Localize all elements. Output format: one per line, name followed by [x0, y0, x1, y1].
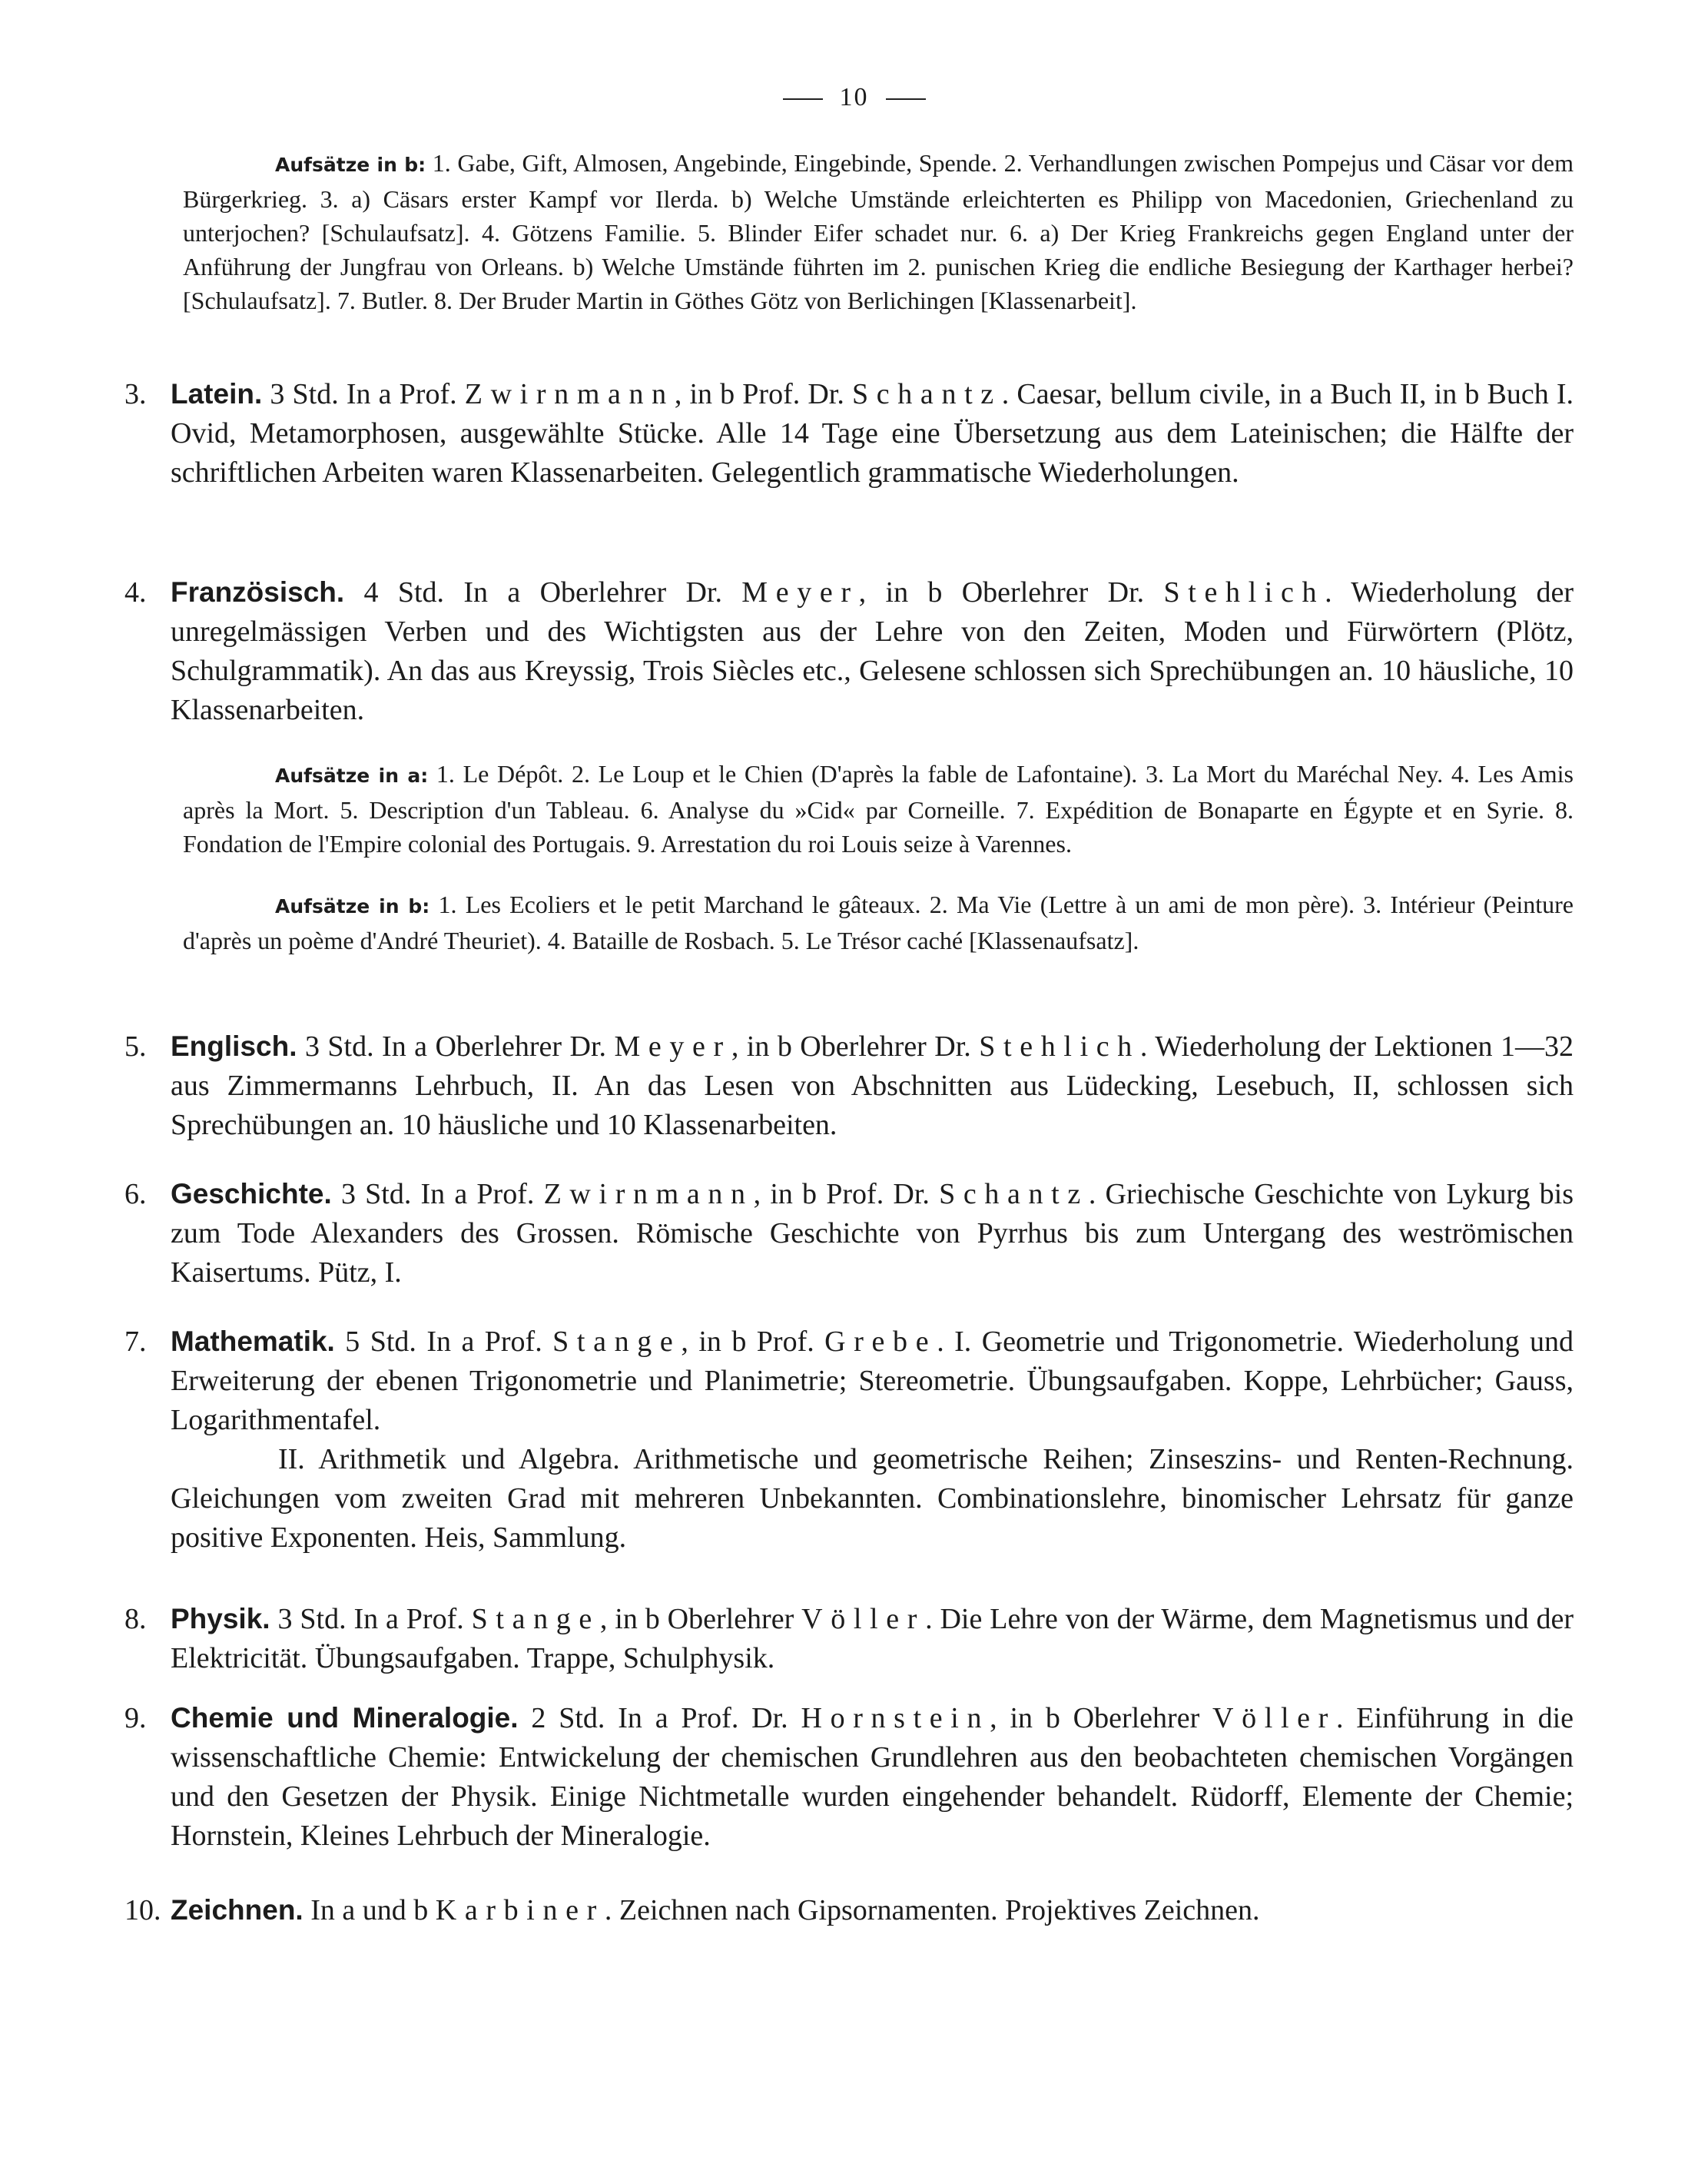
- teacher-a: Karbiner: [435, 1894, 605, 1926]
- teacher-b: Schantz: [852, 378, 1002, 410]
- section-hours: 5 Std. In a Prof.: [334, 1326, 553, 1358]
- section-text: . Griechische Geschichte von Lykurg bis zum Tode Alexanders des Grossen. Römische Geschichte von Pyrrhus bis zum Untergang des weströmischen Kaisertums. Pütz, I.: [171, 1178, 1574, 1289]
- aufsaetze-text: 1. Gabe, Gift, Almosen, Angebinde, Eingebinde, Spende. 2. Verhandlungen zwischen Pompejus und Cäsar vor dem Bürgerkrieg. 3. a) Cäsars erster Kampf vor Ilerda. b) Welche Umstände erleichterten es Philipp von Macedonien, Griechenland zu unterjochen? [Schulaufsatz]. 4. Götzens Familie. 5. Blinder Eifer schadet nur. 6. a) Der Krieg Frankreichs gegen England unter der Anführung der Jungfrau von Orleans. b) Welche Umstände führten im 2. punischen Krieg die endliche Besiegung der Karthager herbei? [Schulaufsatz]. 7. Butler. 8. Der Bruder Martin in Göthes Götz von Berlichingen [Klassenarbeit].: [183, 149, 1574, 314]
- section-mid: , in b Oberlehrer Dr.: [731, 1030, 980, 1063]
- section-hours: 3 Std. In a Prof.: [270, 1603, 472, 1635]
- section-physik: 8. Physik. 3 Std. In a Prof. Stange, in b Oberlehrer Völler. Die Lehre von der Wärme, dem Magnetismus und der Elektricität. Übungsaufgaben. Trappe, Schulphysik.: [124, 1603, 1574, 1674]
- teacher-a: Meyer: [614, 1030, 731, 1063]
- teacher-b: Völler: [801, 1603, 926, 1635]
- section-hours: 3 Std. In a Prof.: [331, 1178, 544, 1210]
- aufsaetze-franzoesisch-b: [183, 888, 1574, 957]
- aufsaetze-text: 1. Les Ecoliers et le petit Marchand le gâteaux. 2. Ma Vie (Lettre à un ami de mon père). 3. Intérieur (Peinture d'après un poème d'André Theuriet). 4. Bataille de Rosbach. 5. Le Trésor caché [Klassenaufsatz].: [183, 891, 1574, 954]
- section-mid: , in b Oberlehrer Dr.: [858, 576, 1164, 609]
- section-title: Französisch.: [171, 576, 345, 608]
- section-text: . Einführung in die wissenschaftliche Chemie: Entwickelung der chemischen Grundlehren aus den beobachteten chemischen Vorgängen und den Gesetzen der Physik. Einige Nichtmetalle wurden eingehender behandelt. Rüdorff, Elemente der Chemie; Hornstein, Kleines Lehrbuch der Mineralogie.: [171, 1702, 1574, 1852]
- section-mathematik: 7. Mathematik. 5 Std. In a Prof. Stange, in b Prof. Grebe. I. Geometrie und Trigonometrie. Wiederholung und Erweiterung der ebenen Trigonometrie und Planimetrie; Stereometrie. Übungsaufgaben. Koppe, Lehrbücher; Gauss, Logarithmentafel. II. Arithmetik und Algebra. Arithmetische und geometrische Reihen; Zinseszins- und Renten-Rechnung. Gleichungen vom zweiten Grad mit mehreren Unbekannten. Combinationslehre, binomischer Lehrsatz für ganze positive Exponenten. Heis, Sammlung.: [171, 1322, 1574, 1558]
- section-title: Geschichte.: [171, 1178, 332, 1209]
- teacher-a: Meyer: [741, 576, 859, 609]
- section-text: . Caesar, bellum civile, in a Buch II, in b Buch I. Ovid, Metamorphosen, ausgewählte Stücke. Alle 14 Tage eine Übersetzung aus dem Lateinischen; die Hälfte der schriftlichen Arbeiten waren Klassenarbeiten. Gelegentlich grammatische Wiederholungen.: [171, 378, 1574, 489]
- section-zeichnen: 10. Zeichnen. In a und b Karbiner. Zeichnen nach Gipsornamenten. Projektives Zeichnen.: [124, 1894, 1260, 1926]
- section-text: . Wiederholung der unregelmässigen Verben und des Wichtigsten aus der Lehre von den Zeiten, Moden und Fürwörtern (Plötz, Schulgrammatik). An das aus Kreyssig, Trois Siècles etc., Gelesene schlossen sich Sprechübungen an. 10 häusliche, 10 Klassenarbeiten.: [171, 576, 1574, 726]
- section-title: Englisch.: [171, 1030, 297, 1062]
- section-geschichte: 6. Geschichte. 3 Std. In a Prof. Zwirnmann, in b Prof. Dr. Schantz. Griechische Geschichte von Lykurg bis zum Tode Alexanders des Grossen. Römische Geschichte von Pyrrhus bis zum Untergang des weströmischen Kaisertums. Pütz, I.: [124, 1178, 1574, 1289]
- page-number-text: 10: [839, 83, 869, 111]
- aufsaetze-deutsch-b: [183, 146, 1574, 317]
- dash-left: [783, 98, 823, 100]
- section-text: . Wiederholung der Lektionen 1—32 aus Zimmermanns Lehrbuch, II. An das Lesen von Abschnitten aus Lüdecking, Lesebuch, II, schlossen sich Sprechübungen an. 10 häusliche und 10 Klassenarbeiten.: [171, 1030, 1574, 1141]
- section-hours: 4 Std. In a Oberlehrer Dr.: [344, 576, 742, 609]
- section-text: . I. Geometrie und Trigonometrie. Wiederholung und Erweiterung der ebenen Trigonometrie und Planimetrie; Stereometrie. Übungsaufgaben. Koppe, Lehrbücher; Gauss, Logarithmentafel.: [171, 1326, 1574, 1436]
- teacher-b: Schantz: [939, 1178, 1089, 1210]
- section-title: Zeichnen.: [171, 1894, 303, 1926]
- teacher-a: Hornstein: [801, 1702, 990, 1734]
- teacher-a: Stange: [552, 1326, 682, 1358]
- teacher-b: Stehlich: [979, 1030, 1140, 1063]
- section-latein: 3. Latein. 3 Std. In a Prof. Zwirnmann, in b Prof. Dr. Schantz. Caesar, bellum civile, in a Buch II, in b Buch I. Ovid, Metamorphosen, ausgewählte Stücke. Alle 14 Tage eine Übersetzung aus dem Lateinischen; die Hälfte der schriftlichen Arbeiten waren Klassenarbeiten. Gelegentlich grammatische Wiederholungen.: [124, 378, 1574, 489]
- aufsaetze-franzoesisch-a: [183, 757, 1574, 861]
- teacher-b: Stehlich: [1163, 576, 1325, 609]
- section-mid: , in b Oberlehrer: [599, 1603, 802, 1635]
- section-mid: , in b Prof. Dr.: [674, 378, 853, 410]
- aufsaetze-text: 1. Le Dépôt. 2. Le Loup et le Chien (D'après la fable de Lafontaine). 3. La Mort du Maréchal Ney. 4. Les Amis après la Mort. 5. Description d'un Tableau. 6. Analyse du »Cid« par Corneille. 7. Expédition de Bonaparte en Égypte et en Syrie. 8. Fondation de l'Empire colonial des Portugais. 9. Arrestation du roi Louis seize à Varennes.: [183, 760, 1574, 858]
- dash-right: [886, 98, 926, 100]
- section-title: Mathematik.: [171, 1326, 335, 1357]
- section-mid: , in b Prof. Dr.: [753, 1178, 940, 1210]
- section-chemie: 9. Chemie und Mineralogie. 2 Std. In a Prof. Dr. Hornstein, in b Oberlehrer Völler. Einführung in die wissenschaftliche Chemie: Entwickelung der chemischen Grundlehren aus den beobachteten chemischen Vorgängen und den Gesetzen der Physik. Einige Nichtmetalle wurden eingehender behandelt. Rüdorff, Elemente der Chemie; Hornstein, Kleines Lehrbuch der Mineralogie.: [124, 1702, 1574, 1852]
- section-text: . Die Lehre von der Wärme, dem Magnetismus und der Elektricität. Übungsaufgaben. Trappe, Schulphysik.: [171, 1603, 1574, 1674]
- section-franzoesisch: 4. Französisch. 4 Std. In a Oberlehrer Dr. Meyer, in b Oberlehrer Dr. Stehlich. Wiederholung der unregelmässigen Verben und des Wichtigsten aus der Lehre von den Zeiten, Moden und Fürwörtern (Plötz, Schulgrammatik). An das aus Kreyssig, Trois Siècles etc., Gelesene schlossen sich Sprechübungen an. 10 häusliche, 10 Klassenarbeiten.: [124, 576, 1574, 726]
- section-mid: , in b Oberlehrer: [990, 1702, 1213, 1734]
- section-paragraph-2: II. Arithmetik und Algebra. Arithmetische und geometrische Reihen; Zinseszins- und Renten-Rechnung. Gleichungen vom zweiten Grad mit mehreren Unbekannten. Combinationslehre, binomischer Lehrsatz für ganze positive Exponenten. Heis, Sammlung.: [171, 1443, 1574, 1554]
- section-hours: 3 Std. In a Oberlehrer Dr.: [297, 1030, 615, 1063]
- section-title: Physik.: [171, 1603, 270, 1634]
- teacher-a: Stange: [471, 1603, 600, 1635]
- section-hours: In a und b: [303, 1894, 436, 1926]
- section-hours: 3 Std. In a Prof.: [262, 378, 465, 410]
- aufsaetze-lead: Aufsätze in b:: [275, 895, 430, 917]
- aufsaetze-lead: Aufsätze in b:: [275, 154, 426, 176]
- aufsaetze-lead: Aufsätze in a:: [275, 765, 429, 787]
- teacher-a: Zwirnmann: [543, 1178, 754, 1210]
- section-englisch: 5. Englisch. 3 Std. In a Oberlehrer Dr. Meyer, in b Oberlehrer Dr. Stehlich. Wiederholung der Lektionen 1—32 aus Zimmermanns Lehrbuch, II. An das Lesen von Abschnitten aus Lüdecking, Lesebuch, II, schlossen sich Sprechübungen an. 10 häusliche und 10 Klassenarbeiten.: [124, 1030, 1574, 1141]
- section-hours: 2 Std. In a Prof. Dr.: [518, 1702, 801, 1734]
- page-number: [0, 83, 1708, 112]
- section-title: Chemie und Mineralogie.: [171, 1702, 519, 1734]
- teacher-a: Zwirnmann: [464, 378, 675, 410]
- section-title: Latein.: [171, 378, 263, 410]
- section-text: . Zeichnen nach Gipsornamenten. Projektives Zeichnen.: [604, 1894, 1260, 1926]
- teacher-b: Völler: [1212, 1702, 1336, 1734]
- section-mid: , in b Prof.: [681, 1326, 825, 1358]
- teacher-b: Grebe: [824, 1326, 937, 1358]
